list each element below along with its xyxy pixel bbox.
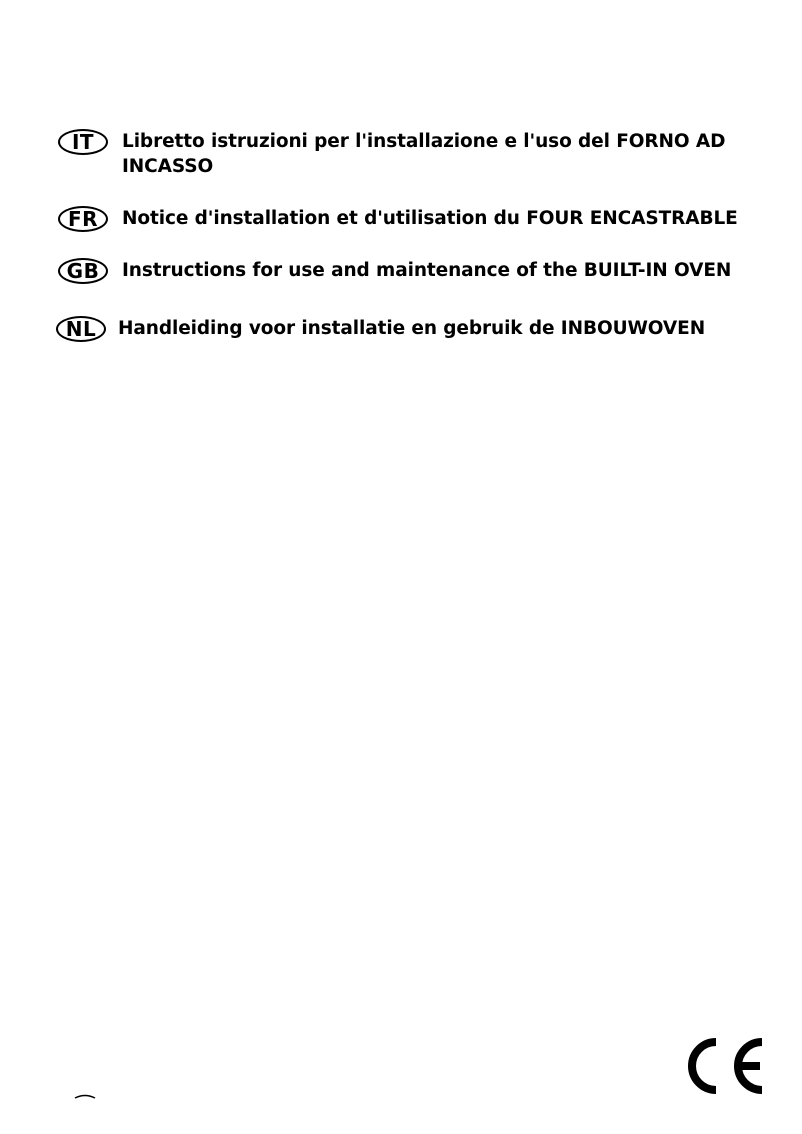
language-title-gb: Instructions for use and maintenance of the BUILT-IN OVEN: [122, 260, 732, 281]
language-badge-fr: FR: [58, 206, 108, 232]
language-badge-gb: GB: [58, 258, 108, 284]
language-title-nl: Handleiding voor installatie en gebruik de INBOUWOVEN: [118, 318, 706, 339]
language-entry-gb: [58, 258, 758, 284]
footer-mark-icon: [74, 1093, 96, 1099]
ce-mark-icon: [682, 1036, 766, 1096]
language-title-it: Libretto istruzioni per l'installazione e l'uso del FORNO AD INCASSO: [122, 131, 726, 177]
language-title-fr: Notice d'installation et d'utilisation du FOUR ENCASTRABLE: [122, 208, 738, 229]
language-entry-fr: [58, 206, 758, 232]
language-badge-nl: NL: [56, 316, 106, 342]
language-badge-it: IT: [58, 129, 108, 155]
language-entry-nl: [56, 316, 756, 342]
language-entry-it: [58, 129, 748, 179]
